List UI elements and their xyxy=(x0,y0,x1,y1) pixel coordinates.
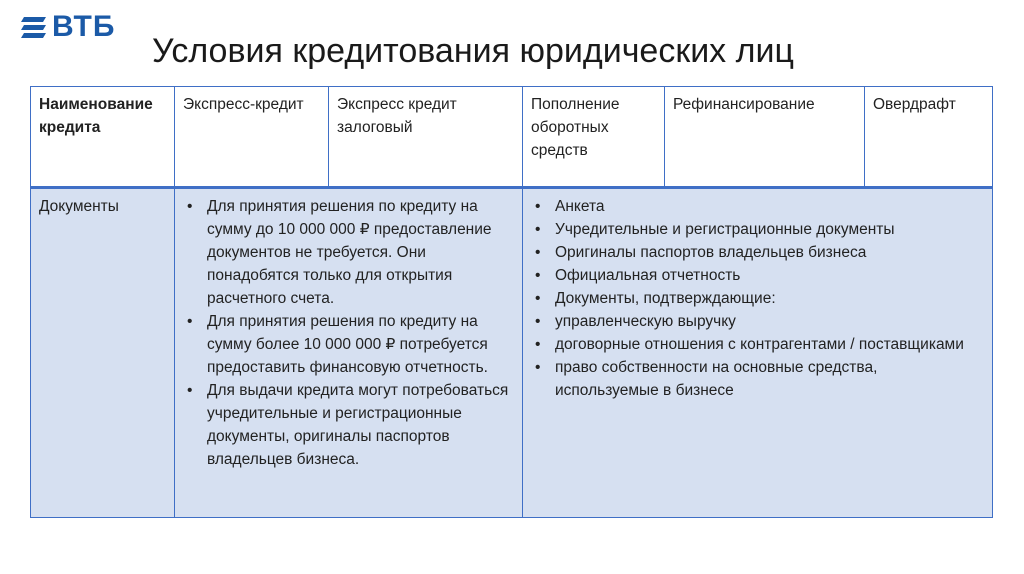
vtb-stripes-icon xyxy=(20,15,46,39)
list-item: • Документы, подтверждающие: xyxy=(531,287,984,310)
express-documents-cell xyxy=(175,188,523,518)
brand-name: ВТБ xyxy=(52,10,116,43)
credit-conditions-table xyxy=(30,86,993,518)
header-credit-name: Наименование кредита xyxy=(31,87,175,188)
header-working-capital: Пополнение оборотных средств xyxy=(523,87,665,188)
list-item: • Для принятия решения по кредиту на сумму более 10 000 000 ₽ потребуется предоставить финансовую отчетность. xyxy=(183,310,514,379)
list-item: • Для принятия решения по кредиту на сумму до 10 000 000 ₽ предоставление документов не требуется. Они понадобятся только для открытия расчетного счета. xyxy=(183,195,514,310)
list-item: • Учредительные и регистрационные документы xyxy=(531,218,984,241)
list-item: • Оригиналы паспортов владельцев бизнеса xyxy=(531,241,984,264)
other-bullet-list xyxy=(531,195,984,402)
list-item: • договорные отношения с контрагентами / поставщиками xyxy=(531,333,984,356)
row-label-documents: Документы xyxy=(31,188,175,518)
other-documents-cell xyxy=(523,188,993,518)
page-title: Условия кредитования юридических лиц xyxy=(152,32,794,70)
header-express-credit: Экспресс-кредит xyxy=(175,87,329,188)
list-item: • управленческую выручку xyxy=(531,310,984,333)
table-row xyxy=(31,188,993,518)
list-item: • Для выдачи кредита могут потребоваться учредительные и регистрационные документы, оригиналы паспортов владельцев бизнеса. xyxy=(183,379,514,471)
list-item: • право собственности на основные средства, используемые в бизнесе xyxy=(531,356,984,402)
table-header-row xyxy=(31,87,993,188)
list-item: • Анкета xyxy=(531,195,984,218)
header-express-collateral: Экспресс кредит залоговый xyxy=(329,87,523,188)
header-refinancing: Рефинансирование xyxy=(665,87,865,188)
list-item: • Официальная отчетность xyxy=(531,264,984,287)
header-overdraft: Овердрафт xyxy=(865,87,993,188)
express-bullet-list xyxy=(183,195,514,471)
vtb-logo xyxy=(20,9,115,45)
